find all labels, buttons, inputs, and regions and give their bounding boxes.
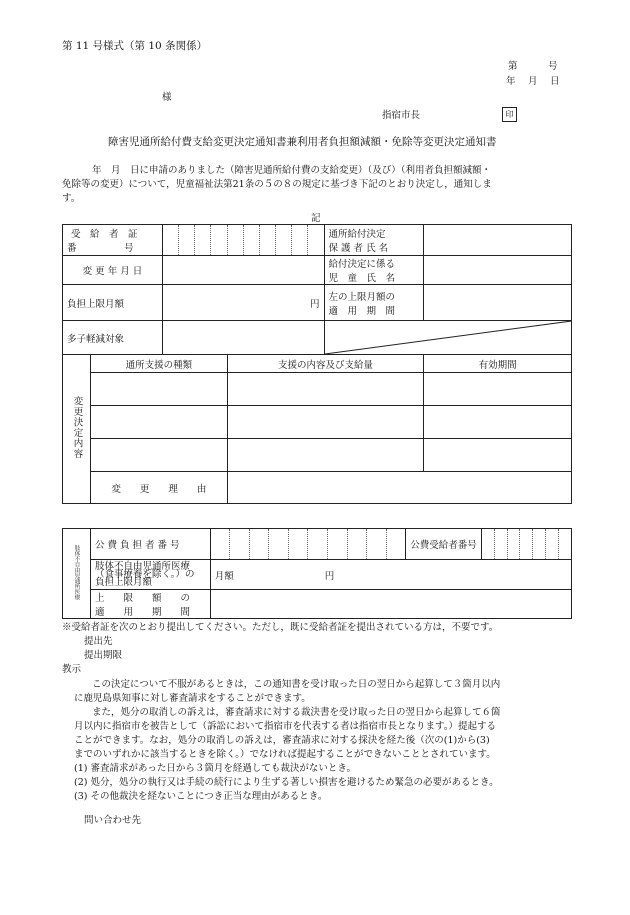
- multi-child-label: 多子軽減対象: [63, 321, 163, 355]
- support-type-cell[interactable]: [90, 439, 227, 472]
- addressee-suffix: 様: [162, 92, 172, 103]
- change-content-label: 変更決定内容: [63, 355, 91, 504]
- doc-number-label: 第: [508, 61, 518, 72]
- instruction-item-2: (2) 処分，処分の執行又は手続の続行により生ずる著しい損害を避けるため緊急の必要があるとき。: [74, 777, 499, 788]
- public-payer-number-label: 公 費 負 担 者 番 号: [90, 529, 210, 560]
- contact-label: 問い合わせ先: [84, 815, 142, 826]
- multi-child-blank-cell: [324, 321, 571, 355]
- col-support-type: 通所支援の種類: [90, 355, 227, 373]
- monthly-label: 月額: [214, 570, 234, 582]
- diagonal-line: [325, 321, 571, 354]
- public-receiver-number-field[interactable]: [481, 529, 571, 559]
- support-amount-cell[interactable]: [227, 373, 424, 406]
- document-title: 障害児通所給付費支給変更決定通知書兼利用者負担額減額・免除等変更決定通知書: [108, 136, 497, 148]
- change-reason-label: 変 更 理 由: [90, 472, 227, 504]
- date-month: 月: [528, 76, 538, 87]
- public-receiver-number-cell: [406, 529, 572, 560]
- apply-period-label: 左の上限月額の 適 用 期 間: [324, 285, 424, 321]
- date-day: 日: [550, 76, 560, 87]
- decision-table: [62, 224, 572, 504]
- instruction-p1-line2: に鹿児島県知事に対し審査請求をすることができます。: [74, 693, 311, 704]
- valid-period-cell[interactable]: [424, 439, 572, 472]
- intro-text-line1: 年 月 日に申請のありました（障害児通所給付費の支給変更）（及び）（利用者負担額減額・: [92, 165, 492, 176]
- col-support-amount: 支援の内容及び支給量: [227, 355, 424, 373]
- public-payer-number-field[interactable]: [210, 529, 406, 560]
- guardian-name-field[interactable]: [424, 225, 572, 256]
- date-year: 年: [506, 76, 516, 87]
- burden-limit-field[interactable]: [162, 285, 324, 321]
- valid-period-cell[interactable]: [424, 373, 572, 406]
- submit-deadline-label: 提出期限: [84, 650, 123, 661]
- support-amount-cell[interactable]: [227, 406, 424, 439]
- burden-limit-label: 負担上限月額: [63, 285, 163, 321]
- apply-period-field[interactable]: [424, 285, 572, 321]
- medical-side-label: 肢体不自由児通所医療: [63, 529, 91, 619]
- yen-unit: 円: [310, 298, 320, 310]
- child-name-field[interactable]: [424, 256, 572, 285]
- doc-number-suffix: 号: [548, 61, 558, 72]
- instruction-p2-line4: までのいずれかに該当するときを除く。）でなければ提起することができないこととされています。: [74, 749, 496, 760]
- child-name-label: 給付決定に係る 児 童 氏 名: [324, 256, 424, 285]
- col-valid-period: 有効期間: [424, 355, 572, 373]
- ki-label: 記: [311, 213, 321, 224]
- submit-to-label: 提出先: [84, 636, 113, 647]
- intro-text-line3: す。: [62, 193, 81, 204]
- issuer-name: 指宿市長: [382, 110, 421, 121]
- public-receiver-number-label: 公費受給者番号: [410, 540, 477, 551]
- recipient-number-label: 受 給 者 証 番 号: [63, 225, 163, 256]
- limit-period-label: 上 限 額 の 適 用 期 間: [90, 590, 210, 619]
- instruction-p2-line3: ことができます。なお，処分の取消しの訴えは，審査請求に対する採決を経た後（次の(1)から(3): [74, 735, 490, 746]
- support-type-cell[interactable]: [90, 406, 227, 439]
- change-date-field[interactable]: [162, 256, 324, 285]
- valid-period-cell[interactable]: [424, 406, 572, 439]
- intro-text-line2: 免除等の変更）について，児童福祉法第21条の５の８の規定に基づき下記のとおり決定し，通知しま: [62, 179, 492, 190]
- instruction-p1-line1: この決定について不服があるときは，この通知書を受け取った日の翌日から起算して３箇月以内: [92, 679, 501, 690]
- yen-unit: 円: [324, 570, 335, 582]
- medical-limit-label: 肢体不自由児通所医療 （食事療養を除く。）の 負担上限月額: [90, 560, 210, 590]
- guardian-name-label: 通所給付決定 保 護 者 氏 名: [324, 225, 424, 256]
- support-amount-cell[interactable]: [227, 439, 424, 472]
- support-type-cell[interactable]: [90, 373, 227, 406]
- medical-limit-field[interactable]: [210, 560, 571, 590]
- instruction-p2-line1: また，処分の取消しの訴えは，審査請求に対する裁決書を受け取った日の翌日から起算して６箇: [92, 707, 501, 718]
- instruction-item-1: (1) 審査請求があった日から３箇月を経過しても裁決がないとき。: [74, 763, 357, 774]
- instruction-item-3: (3) その他裁決を経ないことにつき正当な理由があるとき。: [74, 791, 328, 802]
- medical-table: [62, 528, 572, 619]
- recipient-number-field[interactable]: [162, 225, 324, 256]
- official-seal-icon: 印: [502, 107, 517, 122]
- limit-period-field[interactable]: [210, 590, 571, 619]
- form-number: 第 11 号様式（第 10 条関係）: [62, 40, 208, 52]
- submit-note: ※受給者証を次のとおり提出してください。ただし，既に受給者証を提出されている方は，不要です。: [62, 622, 499, 633]
- instruction-heading: 教示: [62, 664, 82, 675]
- instruction-p2-line2: 月以内に指宿市を被告として（訴訟において指宿市を代表する者は指宿市長となります。）提起する: [74, 721, 496, 732]
- change-date-label: 変 更 年 月 日: [63, 256, 163, 285]
- multi-child-field[interactable]: [162, 321, 324, 355]
- change-reason-field[interactable]: [227, 472, 571, 504]
